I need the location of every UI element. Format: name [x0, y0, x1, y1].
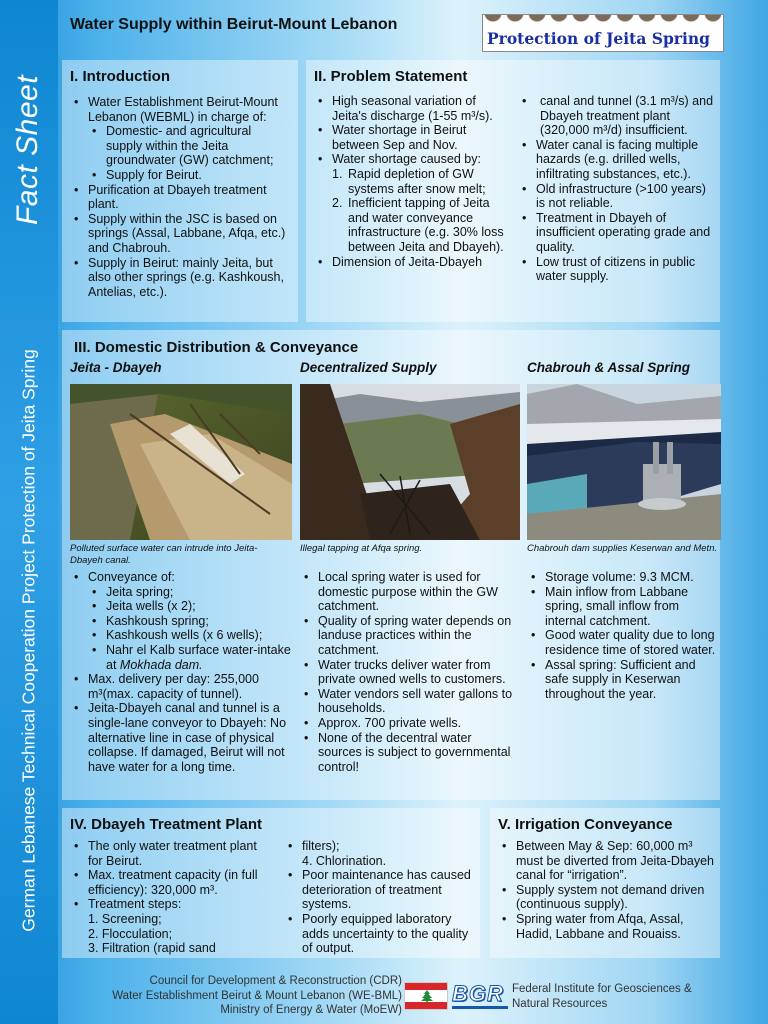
list-item: • Poorly equipped laboratory adds uncertainty to the quality of output.: [284, 912, 474, 956]
partner-cdr: Council for Development & Reconstruction (CDR): [149, 975, 402, 987]
list-item: • Assal spring: Sufficient and safe supply in Keserwan throughout the year.: [527, 658, 717, 702]
list-item: • None of the decentral water sources is subject to governmental control!: [300, 731, 518, 775]
list-item: • Domestic- and agricultural supply within the Jeita groundwater (GW) catchment;: [88, 124, 290, 168]
column-title-jeita-dbayeh: Jeita - Dbayeh: [70, 360, 162, 375]
list-item: • filters); 4. Chlorination.: [284, 839, 474, 868]
decentralized-list: [300, 570, 518, 774]
list-item: • Spring water from Afqa, Assal, Hadid, Labbane and Rouaiss.: [498, 912, 714, 941]
photo-afqa-spring: [300, 384, 520, 540]
treatment-list-left: [70, 839, 270, 956]
distribution-section: [62, 330, 720, 800]
list-item: • Max. delivery per day: 255,000 m³(max. capacity of tunnel).: [70, 672, 292, 701]
list-item: 2. Inefficient tapping of Jeita and water conveyance infrastructure (e.g. 30% loss between Jeita and Dbayeh).: [332, 196, 504, 254]
project-logo: [482, 14, 724, 52]
list-item: • Water shortage in Beirut between Sep and Nov.: [314, 123, 510, 152]
problem-list-right: [518, 94, 714, 284]
list-item: • Kashkoush wells (x 6 wells);: [88, 628, 292, 643]
photo-chabrouh-dam: [527, 384, 721, 540]
section-heading: I. Introduction: [70, 68, 170, 85]
list-item: • Approx. 700 private wells.: [300, 716, 518, 731]
list-item: • Kashkoush spring;: [88, 614, 292, 629]
list-item: • Purification at Dbayeh treatment plant.: [70, 183, 290, 212]
list-item: • Treatment in Dbayeh of insufficient operating grade and quality.: [518, 211, 714, 255]
list-item: • Between May & Sep: 60,000 m³ must be diverted from Jeita-Dbayeh canal for “irrigation”.: [498, 839, 714, 883]
section-heading: IV. Dbayeh Treatment Plant: [70, 816, 263, 833]
list-item: • High seasonal variation of Jeita's discharge (1-55 m³/s).: [314, 94, 510, 123]
list-item: • Local spring water is used for domestic purpose within the GW catchment.: [300, 570, 518, 614]
list-item: • Water Establishment Beirut-Mount Lebanon (WEBML) in charge of: • Domestic- and agricultural supply within the Jeita groundwater (GW) catchment; • Supply for Beirut.: [70, 95, 290, 183]
chabrouh-list: [527, 570, 717, 701]
list-item: • Jeita wells (x 2);: [88, 599, 292, 614]
list-item: • Water trucks deliver water from private owned wells to customers.: [300, 658, 518, 687]
problem-statement-section: [306, 60, 720, 322]
page-title: Water Supply within Beirut-Mount Lebanon: [70, 16, 398, 33]
jeita-dbayeh-list: [70, 570, 292, 774]
caption-chabrouh-dam: Chabrouh dam supplies Keserwan and Metn.: [527, 543, 718, 554]
fact-sheet-label: Fact Sheet: [11, 74, 45, 226]
section-heading: II. Problem Statement: [314, 68, 468, 85]
column-title-chabrouh: Chabrouh & Assal Spring: [527, 360, 691, 375]
bgr-logo: BGR: [452, 981, 504, 1006]
cedar-icon: [420, 990, 434, 1003]
bgr-logo-underline: [452, 1006, 508, 1009]
caption-afqa-spring: Illegal tapping at Afqa spring.: [300, 543, 423, 554]
list-item: • Jeita spring;: [88, 585, 292, 600]
intro-list: [70, 95, 290, 299]
section-heading: V. Irrigation Conveyance: [498, 816, 673, 833]
list-item: • canal and tunnel (3.1 m³/s) and Dbayeh treatment plant (320,000 m³/d) insufficient.: [518, 94, 714, 138]
list-item: • Supply for Beirut.: [88, 168, 290, 183]
irrigation-section: [490, 808, 720, 958]
treatment-plant-section: [62, 808, 480, 958]
photo-polluted-canal: [70, 384, 292, 540]
caption-polluted-canal: Polluted surface water can intrude into Jeita-Dbayeh canal.: [70, 543, 258, 566]
lebanon-flag-icon: [404, 982, 448, 1010]
list-item: • Water shortage caused by: 1. Rapid depletion of GW systems after snow melt; 2. Inefficient tapping of Jeita and water conveyance infrastructure (e.g. 30% loss between Jeita and Dbayeh).: [314, 152, 510, 254]
list-item: • The only water treatment plant for Beirut.: [70, 839, 270, 868]
logo-drips: [483, 15, 723, 29]
list-item: • Supply within the JSC is based on springs (Assal, Labbane, Afqa, etc.) and Chabrouh.: [70, 212, 290, 256]
institute-name: Federal Institute for Geosciences & Natural Resources: [512, 983, 692, 1010]
list-item: 1. Rapid depletion of GW systems after snow melt;: [332, 166, 486, 196]
list-item: • Max. treatment capacity (in full efficiency): 320,000 m³.: [70, 868, 270, 897]
list-item: • Quality of spring water depends on landuse practices within the catchment.: [300, 614, 518, 658]
introduction-section: [62, 60, 298, 322]
list-item: • Dimension of Jeita-Dbayeh: [314, 255, 510, 270]
list-item: • Water canal is facing multiple hazards (e.g. drilled wells, infiltrating substances, etc.).: [518, 138, 714, 182]
list-item: • Good water quality due to long residence time of stored water.: [527, 628, 717, 657]
list-item: • Conveyance of: • Jeita spring; • Jeita wells (x 2); • Kashkoush spring; • Kashkoush wells (x 6 wells); • Nahr el Kalb surface water-intake at Mokhada dam.: [70, 570, 292, 672]
section-heading: III. Domestic Distribution & Conveyance: [74, 339, 359, 356]
list-item: • Treatment steps: 1. Screening; 2. Flocculation; 3. Filtration (rapid sand: [70, 897, 270, 955]
list-item: • Storage volume: 9.3 MCM.: [527, 570, 717, 585]
project-label: German Lebanese Technical Cooperation Project Protection of Jeita Spring: [18, 348, 39, 932]
irrigation-list: [498, 839, 714, 941]
partner-list: [70, 974, 402, 1018]
problem-list-left: [314, 94, 510, 269]
list-item: • Poor maintenance has caused deterioration of treatment systems.: [284, 868, 474, 912]
partner-moew: Ministry of Energy & Water (MoEW): [220, 1004, 402, 1016]
list-item: • Supply in Beirut: mainly Jeita, but also other springs (e.g. Kashkoush, Antelias, etc.).: [70, 256, 290, 300]
list-item: • Old infrastructure (>100 years) is not reliable.: [518, 182, 714, 211]
treatment-list-right: [284, 839, 474, 956]
list-item: • Water vendors sell water gallons to households.: [300, 687, 518, 716]
logo-text: Protection of Jeita Spring: [487, 29, 710, 48]
list-item: • Nahr el Kalb surface water-intake at Mokhada dam.: [88, 643, 292, 672]
partner-webml: Water Establishment Beirut & Mount Lebanon (WE-BML): [112, 989, 402, 1002]
list-item: • Main inflow from Labbane spring, small inflow from internal catchment.: [527, 585, 717, 629]
list-item: • Supply system not demand driven (continuous supply).: [498, 883, 714, 912]
list-item: • Low trust of citizens in public water supply.: [518, 255, 714, 284]
list-item: • Jeita-Dbayeh canal and tunnel is a single-lane conveyor to Dbayeh: No alternative line in case of physical collapse. If damaged, Beirut will not have water for a long time.: [70, 701, 292, 774]
column-title-decentralized: Decentralized Supply: [300, 360, 437, 375]
